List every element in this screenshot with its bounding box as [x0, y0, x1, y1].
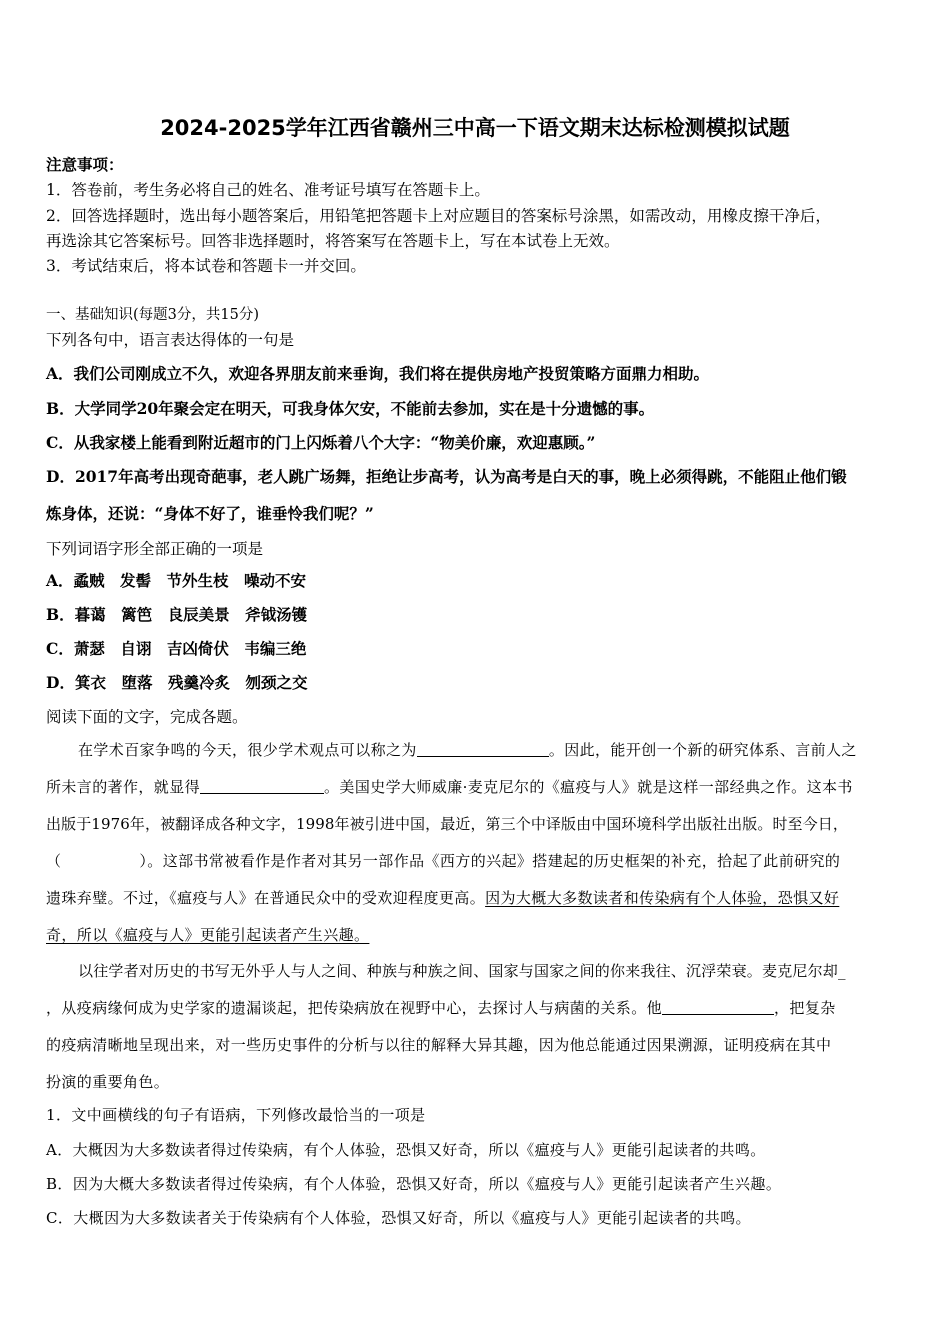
question-2-option-b: B．暮蔼 篱笆 良辰美景 斧钺汤镬 — [46, 605, 308, 624]
question-2-option-a: A．蟊贼 发髻 节外生枝 噪动不安 — [46, 571, 307, 590]
question-2-option-d: D．箕衣 堕落 残羹冷炙 刎颈之交 — [46, 673, 308, 692]
notice-item-3: 3．考试结束后，将本试卷和答题卡一并交回。 — [46, 257, 366, 275]
question-3-option-b: B．因为大概大多数读者得过传染病，有个人体验，恐惧又好奇，所以《瘟疫与人》更能引起读者产生兴趣。 — [46, 1175, 782, 1193]
passage-line: （ ）。这部书常被看作是作者对其另一部作品《西方的兴起》搭建起的历史框架的补充，拾起了此前研究的 — [46, 852, 841, 870]
question-1-stem: 下列各句中，语言表达得体的一句是 — [46, 331, 295, 349]
question-2-stem: 下列词语字形全部正确的一项是 — [46, 540, 264, 558]
notice-item-2: 2．回答选择题时，选出每小题答案后，用铅笔把答题卡上对应题目的答案标号涂黑，如需改动，用橡皮擦干净后， — [46, 207, 831, 225]
exam-title: 2024-2025学年江西省赣州三中高一下语文期末达标检测模拟试题 — [160, 116, 790, 140]
question-1-option-a: A．我们公司刚成立不久，欢迎各界朋友前来垂询，我们将在提供房地产投贸策略方面鼎力相助。 — [46, 364, 710, 383]
reading-intro: 阅读下面的文字，完成各题。 — [46, 708, 248, 726]
answer-blank[interactable] — [417, 741, 549, 757]
underlined-sentence: 因为大概大多数读者和传染病有个人体验，恐惧又好 — [485, 889, 840, 907]
notice-item-1: 1．答卷前，考生务必将自己的姓名、准考证号填写在答题卡上。 — [46, 181, 490, 199]
underlined-sentence-cont: 奇，所以《瘟疫与人》更能引起读者产生兴趣。 — [46, 926, 370, 944]
passage-line: 出版于1976年，被翻译成各种文字，1998年被引进中国，最近，第三个中译版由中国环境科学出版社出版。时至今日， — [46, 815, 848, 833]
question-3-option-a: A．大概因为大多数读者得过传染病，有个人体验，恐惧又好奇，所以《瘟疫与人》更能引起读者的共鸣。 — [46, 1141, 766, 1159]
passage-line: ，从疫病缘何成为史学家的遗漏谈起，把传染病放在视野中心，去探讨人与病菌的关系。他 ，把复杂 — [46, 999, 836, 1017]
question-3-stem: 1．文中画横线的句子有语病，下列修改最恰当的一项是 — [46, 1106, 426, 1124]
passage-line: 的疫病清晰地呈现出来，对一些历史事件的分析与以往的解释大异其趣，因为他总能通过因果溯源，证明疫病在其中 — [46, 1036, 832, 1054]
passage-line: 所未言的著作，就显得 。美国史学大师威廉·麦克尼尔的《瘟疫与人》就是这样一部经典之作。这本书 — [46, 778, 853, 796]
question-1-option-b: B．大学同学20年聚会定在明天，可我身体欠安，不能前去参加，实在是十分遗憾的事。 — [46, 399, 655, 418]
notice-item-2-cont: 再选涂其它答案标号。回答非选择题时，将答案写在答题卡上，写在本试卷上无效。 — [46, 232, 620, 250]
answer-blank[interactable] — [200, 778, 324, 794]
notice-heading: 注意事项： — [46, 155, 124, 174]
passage-line: 以往学者对历史的书写无外乎人与人之间、种族与种族之间、国家与国家之间的你来我往、沉浮荣衰。麦克尼尔却_ — [78, 962, 846, 980]
passage-line: 在学术百家争鸣的今天，很少学术观点可以称之为 。因此，能开创一个新的研究体系、言前人之 — [78, 741, 857, 759]
passage-line: 遗珠弃璧。不过，《瘟疫与人》在普通民众中的受欢迎程度更高。因为大概大多数读者和传染病有个人体验，恐惧又好 — [46, 889, 840, 907]
question-1-option-d-cont: 炼身体，还说：“身体不好了，谁垂怜我们呢？” — [46, 504, 374, 523]
question-2-option-c: C．萧瑟 自诩 吉凶倚伏 韦编三绝 — [46, 639, 307, 658]
question-1-option-c: C．从我家楼上能看到附近超市的门上闪烁着八个大字：“物美价廉，欢迎惠顾。” — [46, 433, 596, 452]
passage-line: 扮演的重要角色。 — [46, 1073, 170, 1091]
answer-blank[interactable] — [662, 999, 774, 1015]
question-3-option-c: C．大概因为大多数读者关于传染病有个人体验，恐惧又好奇，所以《瘟疫与人》更能引起读者的共鸣。 — [46, 1209, 751, 1227]
section-heading: 一、基础知识(每题3分，共15分) — [46, 307, 259, 323]
question-1-option-d: D．2017年高考出现奇葩事，老人跳广场舞，拒绝让步高考，认为高考是白天的事，晚上必须得跳，不能阻止他们锻 — [46, 467, 847, 486]
